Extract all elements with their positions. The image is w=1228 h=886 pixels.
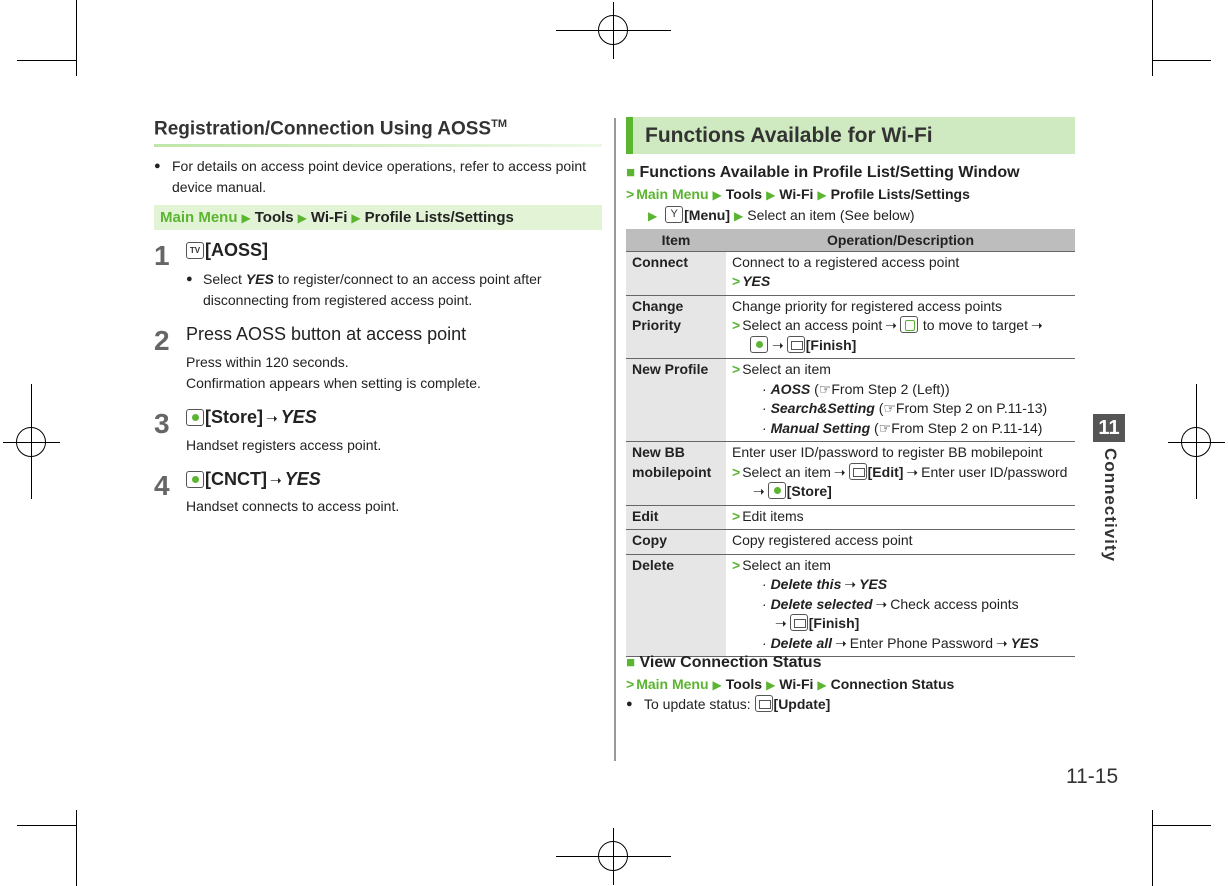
step-number: 2: [154, 325, 170, 356]
center-key-icon: [186, 471, 204, 488]
path-wifi[interactable]: Wi-Fi: [310, 209, 348, 226]
crop-mark: [17, 60, 76, 61]
mail-key-icon: [849, 463, 867, 480]
functions-table: [626, 229, 1075, 657]
table-header: Item: [626, 229, 726, 251]
table-row: Change Priority Change priority for registered access points > Select an access point ➝ to move to target ➝ ➝ [Finish]: [626, 295, 1075, 359]
menu-path: > Main Menu ▶ Tools ▶ Wi-Fi ▶ Profile Lists/Settings: [626, 186, 970, 202]
mail-key-icon: [787, 336, 805, 353]
intro-note: ● For details on access point device operations, refer to access point device manual.: [154, 156, 604, 198]
step-title: [Store] ➝ YES: [186, 407, 317, 428]
step-text: Handset registers access point.: [186, 437, 382, 453]
center-key-icon: [768, 482, 786, 499]
column-divider: [614, 118, 616, 761]
crop-mark: [1152, 825, 1211, 826]
crop-mark: [76, 0, 77, 76]
chapter-tab-label: Connectivity: [1101, 448, 1120, 563]
step-text: Press within 120 seconds. Confirmation appears when setting is complete.: [186, 354, 481, 391]
table-row: Connect Connect to a registered access point > YES: [626, 251, 1075, 295]
step-text: ● Select YES to register/connect to an access point after disconnecting from registered access point.: [186, 269, 542, 311]
step-number: 1: [154, 240, 170, 271]
chapter-tab-number: 11: [1093, 414, 1125, 442]
crop-mark: [1152, 60, 1211, 61]
tv-key-icon: [186, 242, 204, 259]
step-title: Press AOSS button at access point: [186, 324, 467, 344]
path-arrow-icon: ▶: [297, 211, 307, 225]
table-row: Copy Copy registered access point: [626, 530, 1075, 555]
mail-key-icon: [790, 614, 808, 631]
chevron-right-icon: >: [626, 676, 635, 692]
section-heading-aoss: Registration/Connection Using AOSS™: [154, 118, 507, 140]
chevron-right-icon: >: [626, 186, 635, 202]
registration-circle: [598, 15, 628, 45]
center-key-icon: [750, 336, 768, 353]
menu-path-cont: ▶ Y [Menu] ▶ Select an item (See below): [644, 205, 915, 226]
subheading-profile-list: ■ Functions Available in Profile List/Setting Window: [626, 164, 1020, 181]
crop-mark: [1152, 0, 1153, 76]
menu-path-bar: [154, 205, 602, 230]
step-number: 3: [154, 408, 170, 439]
center-key-icon: [186, 409, 204, 426]
table-row: New BB mobilepoint Enter user ID/password to register BB mobilepoint > Select an item ➝ [Edit] ➝ Enter user ID/password ➝ [Store]: [626, 442, 1075, 506]
path-profile-lists[interactable]: Profile Lists/Settings: [364, 209, 514, 226]
registration-circle: [16, 427, 46, 457]
subheading-connection-status: ■ View Connection Status: [626, 654, 822, 671]
step-title: TV [AOSS]: [186, 240, 268, 261]
menu-path: > Main Menu ▶ Tools ▶ Wi-Fi ▶ Connection Status: [626, 676, 955, 692]
page-number: 11-15: [1066, 765, 1119, 788]
table-row: New Profile > Select an item · AOSS (☞From Step 2 (Left)) · Search&Setting (☞From Step 2 on P.11-13) · Manual Setting (☞From Step 2 on P.11-14): [626, 359, 1075, 442]
section-title-wifi-functions: Functions Available for Wi-Fi: [626, 117, 1075, 154]
menu-key-icon: [665, 206, 683, 223]
square-icon: ■: [626, 164, 636, 181]
crop-mark: [76, 810, 77, 886]
path-arrow-icon: ▶: [241, 211, 251, 225]
step-text: Handset connects to access point.: [186, 498, 400, 514]
crop-mark: [17, 825, 76, 826]
table-row: Edit > Edit items: [626, 505, 1075, 530]
table-row: Delete > Select an item · Delete this ➝ YES · Delete selected ➝ Check access points ➝ [Finish] · Delete all ➝ Enter Phone Password ➝ YES: [626, 554, 1075, 657]
table-header: Operation/Description: [726, 229, 1075, 251]
square-icon: ■: [626, 654, 636, 671]
arrow-icon: ➝: [266, 410, 278, 426]
nav-key-icon: [900, 316, 918, 333]
mail-key-icon: [755, 695, 773, 712]
path-tools[interactable]: Tools: [254, 209, 294, 226]
heading-rule: [154, 144, 602, 147]
path-arrow-icon: ▶: [351, 211, 361, 225]
crop-mark: [1152, 810, 1153, 886]
registration-circle: [598, 841, 628, 871]
registration-circle: [1181, 427, 1211, 457]
step-number: 4: [154, 470, 170, 501]
path-main-menu[interactable]: Main Menu: [160, 209, 238, 226]
update-note: ● To update status: [Update]: [626, 694, 830, 714]
step-title: [CNCT] ➝ YES: [186, 469, 321, 490]
arrow-icon: ➝: [269, 472, 282, 488]
